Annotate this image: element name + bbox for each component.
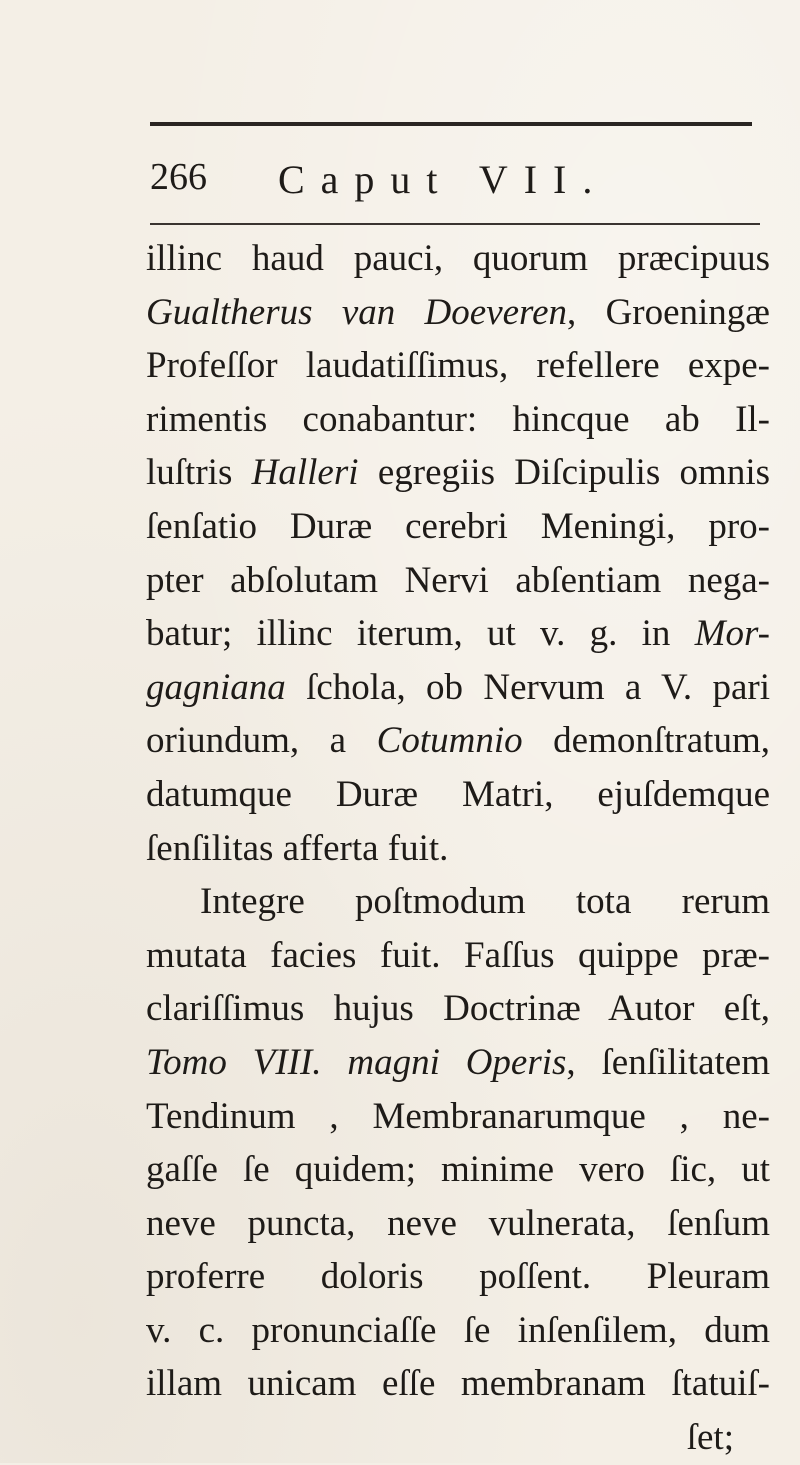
text-line: oriundum, a Cotumnio demonſtratum,: [146, 720, 770, 762]
header-rule-top: [150, 122, 752, 126]
text-line: pter abſolutam Nervi abſentiam nega-: [146, 559, 770, 601]
text-line: gagniana ſchola, ob Nervum a V. pari: [146, 666, 770, 708]
body-text: [146, 232, 770, 1465]
text-line: Tendinum , Membranarumque , ne-: [146, 1095, 770, 1137]
text-line: rimentis conabantur: hincque ab Il-: [146, 398, 770, 440]
text-line: Gualtherus van Doeveren, Groeningæ: [146, 291, 770, 333]
text-line: v. c. pronunciaſſe ſe inſenſilem, dum: [146, 1309, 770, 1351]
text-line: Profeſſor laudatiſſimus, refellere expe-: [146, 345, 770, 387]
running-head: Caput VII.: [278, 157, 609, 202]
text-line: proferre doloris poſſent. Pleuram: [146, 1256, 770, 1298]
text-line: neve puncta, neve vulnerata, ſenſum: [146, 1202, 770, 1244]
text-line: luſtris Halleri egregiis Diſcipulis omnis: [146, 452, 770, 494]
text-line: illinc haud pauci, quorum præcipuus: [146, 238, 770, 279]
text-line: clariſſimus hujus Doctrinæ Autor eſt,: [146, 988, 770, 1030]
page-number: 266: [150, 156, 207, 198]
text-line: Tomo VIII. magni Operis, ſenſilitatem: [146, 1041, 770, 1083]
text-line: ſenſilitas afferta fuit.: [146, 827, 449, 869]
text-line: mutata facies fuit. Faſſus quippe præ-: [146, 934, 770, 976]
page-header: [150, 136, 760, 206]
header-rule-bottom: [150, 223, 760, 225]
text-line: ſenſatio Duræ cerebri Meningi, pro-: [146, 505, 770, 547]
text-line: gaſſe ſe quidem; minime vero ſic, ut: [146, 1149, 770, 1191]
text-line: ſet;: [686, 1417, 734, 1459]
text-line: illam unicam eſſe membranam ſtatuiſ-: [146, 1363, 770, 1405]
text-line: Integre poſtmodum tota rerum: [200, 881, 770, 923]
text-line: batur; illinc iterum, ut v. g. in Mor-: [146, 613, 770, 655]
text-line: datumque Duræ Matri, ejuſdemque: [146, 773, 770, 815]
